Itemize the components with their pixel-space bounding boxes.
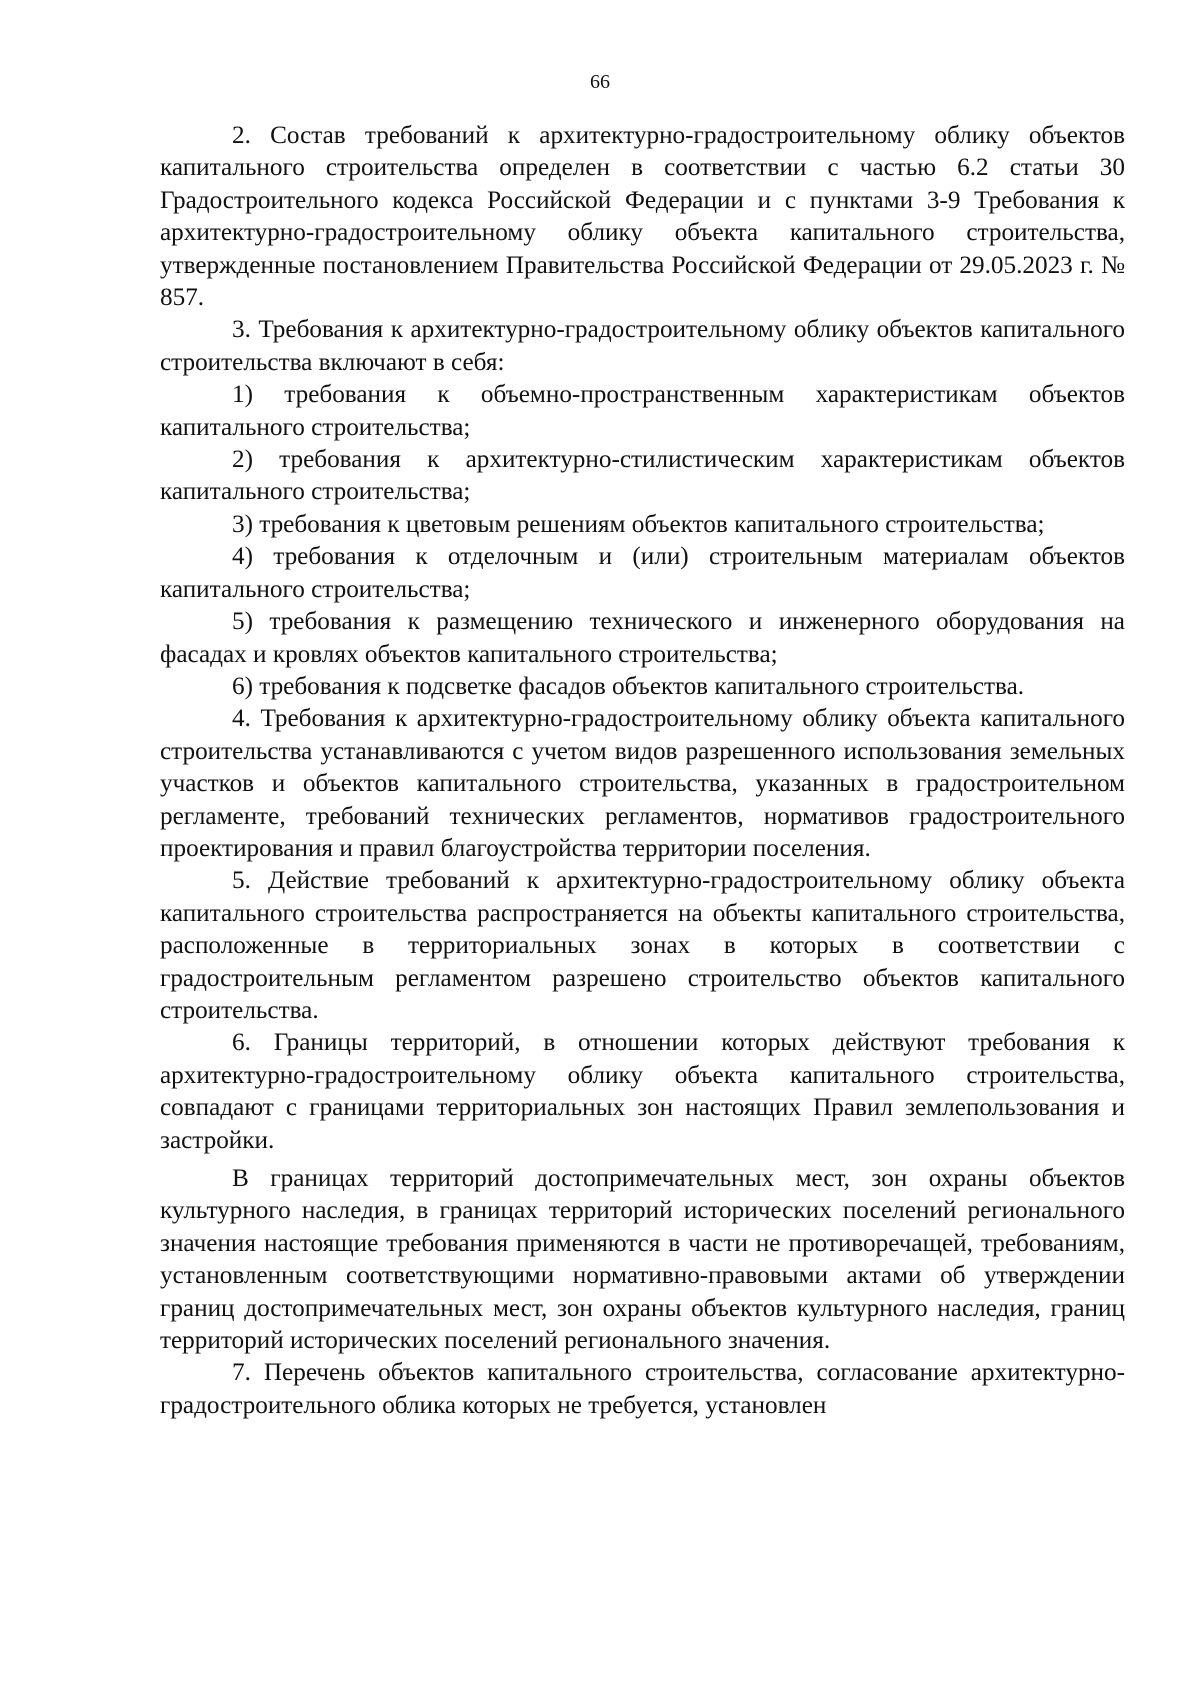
paragraph-2: 2. Состав требований к архитектурно-градостроительному облику объектов капитального строительства определен в соответствии с частью 6.2 статьи 30 Градостроительного кодекса Российской Федерации и с пунктами 3-9 Требования к архитектурно-градостроительному облику объекта капитального строительства, утвержденные постановлением Правительства Российской Федерации от 29.05.2023 г. № 857. [160, 122, 1125, 312]
paragraph-6-continued: В границах территорий достопримечательных мест, зон охраны объектов культурного наследия, в границах территорий исторических поселений регионального значения настоящие требования применяются в части не противоречащей, требованиям, установленным соответствующими нормативно-правовыми актами об утверждении границ достопримечательных мест, зон охраны объектов культурного наследия, границ территорий исторических поселений регионального значения. [160, 1165, 1125, 1355]
list-item-6: 6) требования к подсветке фасадов объектов капитального строительства. [232, 672, 1025, 700]
list-item-1: 1) требования к объемно-пространственным характеристикам объектов капитального строительства; [160, 381, 1125, 441]
paragraph-5: 5. Действие требований к архитектурно-градостроительному облику объекта капитального строительства распространяется на объекты капитального строительства, расположенные в территориальных зонах в которых в соответствии с градостроительным регламентом разрешено строительство объектов капитального строительства. [160, 867, 1125, 1024]
list-item-5: 5) требования к размещению технического и инженерного оборудования на фасадах и кровлях объектов капитального строительства; [160, 608, 1125, 668]
document-body [160, 120, 1125, 1422]
page-number: 66 [590, 71, 610, 93]
list-item-4: 4) требования к отделочным и (или) строительным материалам объектов капитального строительства; [160, 543, 1125, 603]
list-item-2: 2) требования к архитектурно-стилистическим характеристикам объектов капитального строительства; [160, 446, 1125, 506]
paragraph-7: 7. Перечень объектов капитального строительства, согласование архитектурно-градостроительного облика которых не требуется, установлен [160, 1359, 1125, 1419]
paragraph-6: 6. Границы территорий, в отношении которых действуют требования к архитектурно-градостроительному облику объекта капитального строительства, совпадают с границами территориальных зон настоящих Правил землепользования и застройки. [160, 1029, 1125, 1154]
paragraph-3: 3. Требования к архитектурно-градостроительному облику объектов капитального строительства включают в себя: [160, 316, 1125, 376]
list-item-3: 3) требования к цветовым решениям объектов капитального строительства; [232, 510, 1045, 538]
paragraph-4: 4. Требования к архитектурно-градостроительному облику объекта капитального строительства устанавливаются с учетом видов разрешенного использования земельных участков и объектов капитального строительства, указанных в градостроительном регламенте, требований технических регламентов, нормативов градостроительного проектирования и правил благоустройства территории поселения. [160, 705, 1125, 862]
